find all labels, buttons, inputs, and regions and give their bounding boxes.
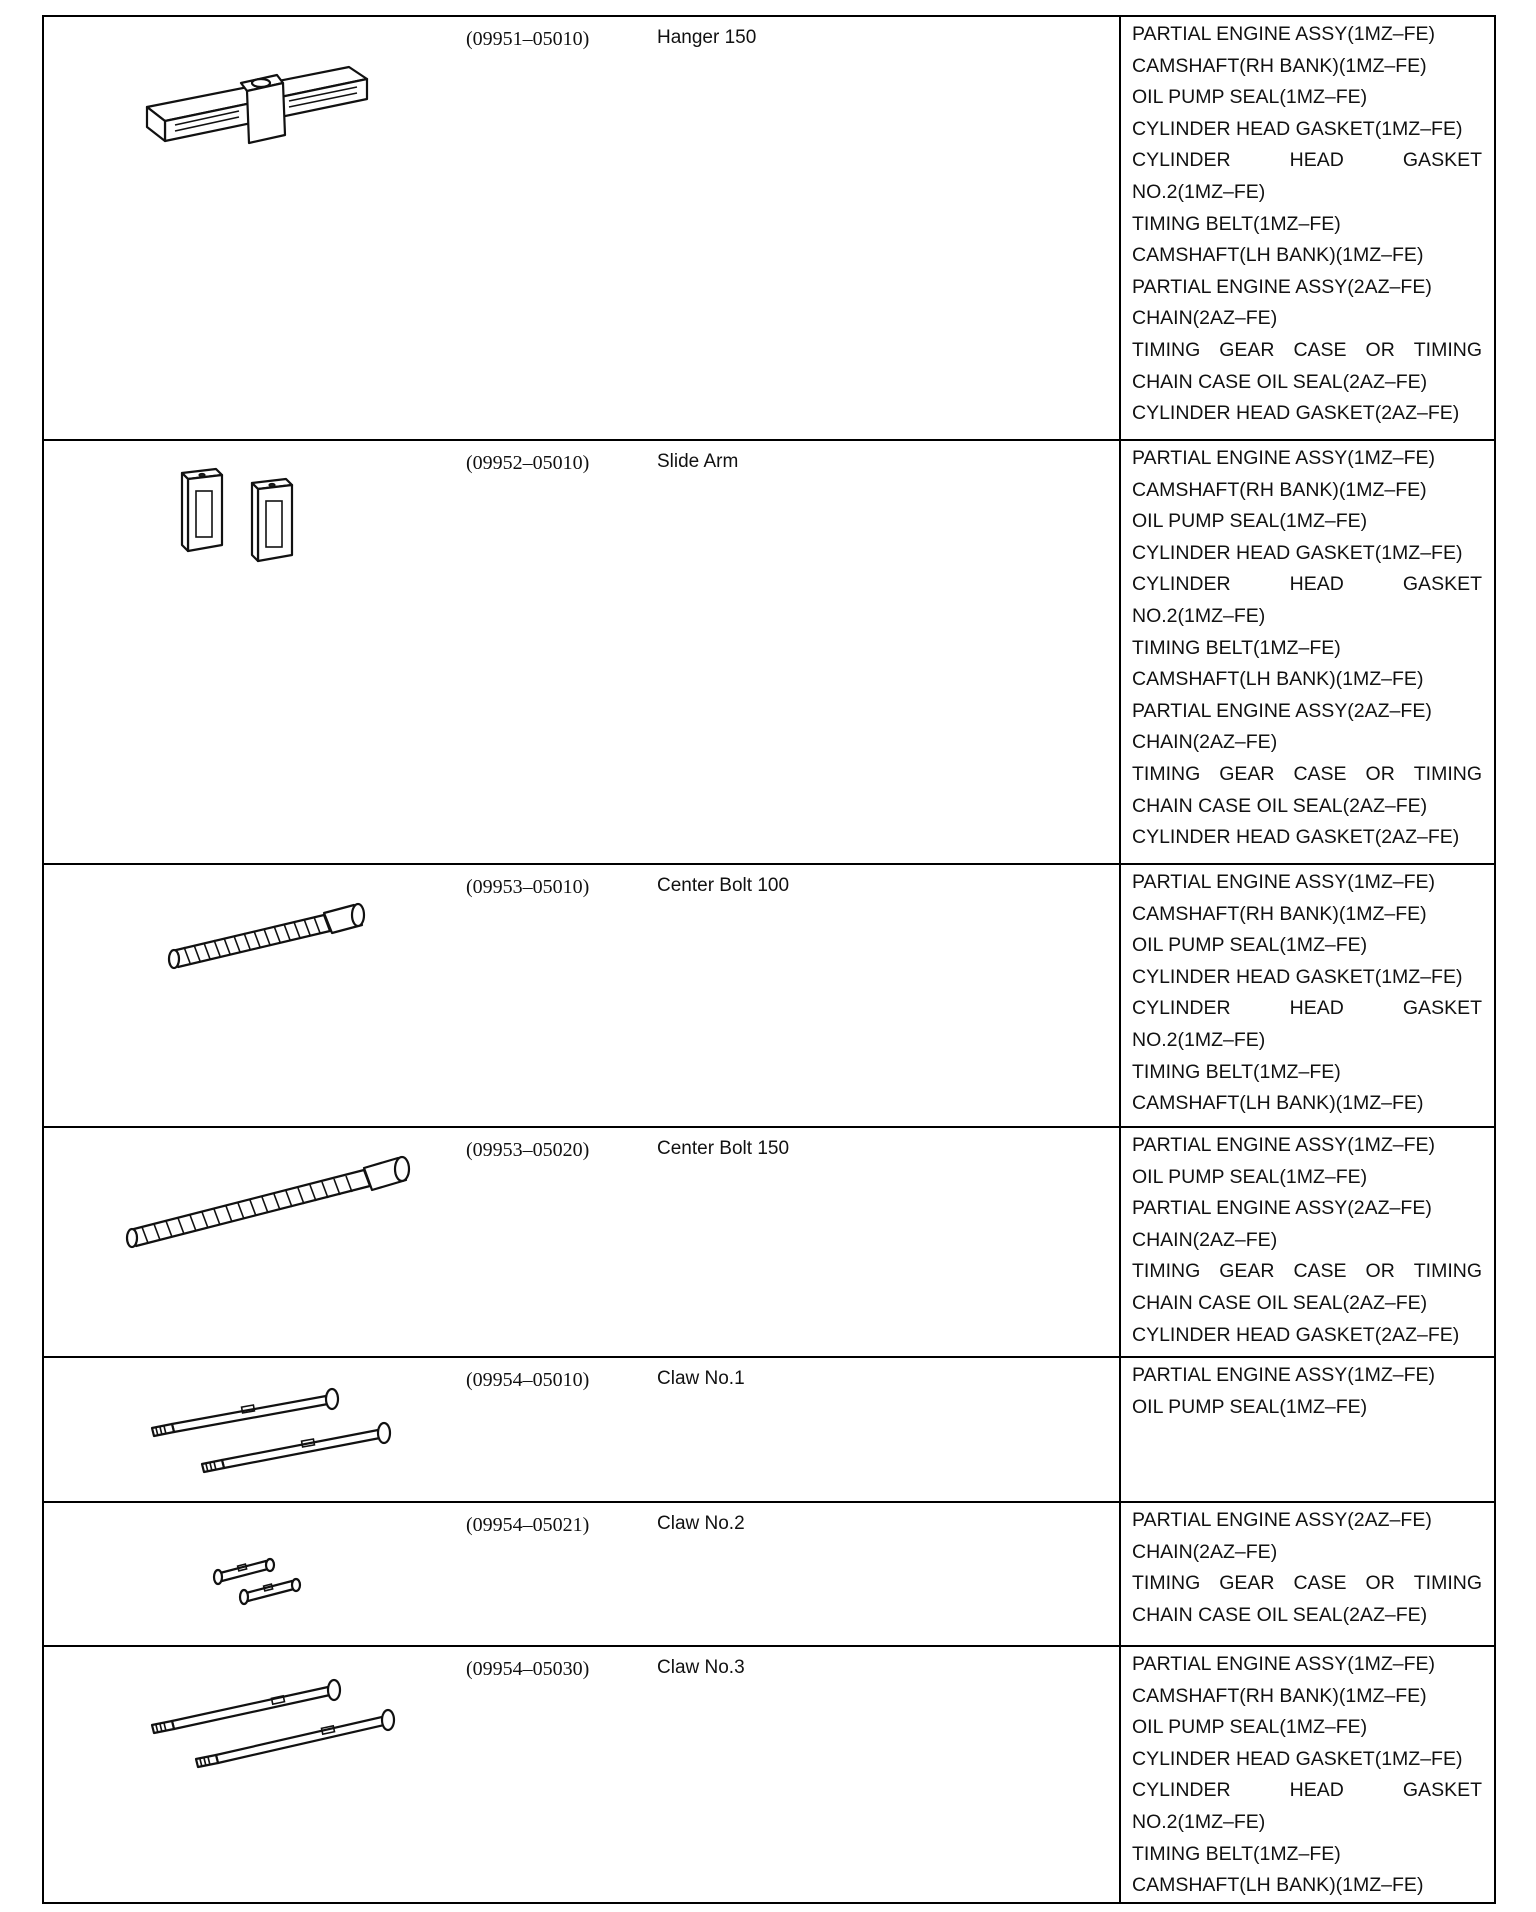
usage-item: NO.2(1MZ–FE) [1132, 1028, 1266, 1051]
usage-item: CYLINDER HEAD GASKET(1MZ–FE) [1132, 117, 1463, 140]
usage-item: CYLINDER HEAD GASKET(2AZ–FE) [1132, 826, 1460, 849]
tool-row [43, 1357, 1495, 1502]
usage-item: PARTIAL ENGINE ASSY(1MZ–FE) [1132, 23, 1436, 45]
usage-item: OIL PUMP SEAL(1MZ–FE) [1132, 510, 1368, 533]
usage-item: CHAIN CASE OIL SEAL(2AZ–FE) [1132, 370, 1428, 393]
usage-item: CHAIN CASE OIL SEAL(2AZ–FE) [1132, 1603, 1428, 1626]
usage-item: PARTIAL ENGINE ASSY(2AZ–FE) [1132, 699, 1432, 722]
usage-item: CYLINDER HEAD GASKET(1MZ–FE) [1132, 965, 1463, 988]
usage-list [1120, 864, 1495, 1127]
usage-item: OIL PUMP SEAL(1MZ–FE) [1132, 1165, 1368, 1188]
tool-name: Center Bolt 100 [649, 864, 1120, 1127]
usage-item: NO.2(1MZ–FE) [1132, 604, 1266, 627]
usage-list [1120, 1357, 1495, 1502]
usage-item: CAMSHAFT(RH BANK)(1MZ–FE) [1132, 54, 1427, 77]
usage-item: PARTIAL ENGINE ASSY(1MZ–FE) [1132, 871, 1436, 893]
usage-item: CHAIN(2AZ–FE) [1132, 1228, 1278, 1251]
part-number: (09951–05010) [439, 16, 649, 440]
usage-item: CYLINDER HEAD GASKET(1MZ–FE) [1132, 1747, 1463, 1770]
tool-row [43, 1502, 1495, 1646]
usage-item: OIL PUMP SEAL(1MZ–FE) [1132, 86, 1368, 109]
usage-item: TIMING GEAR CASE OR TIMING [1132, 1572, 1482, 1595]
usage-item: CAMSHAFT(LH BANK)(1MZ–FE) [1132, 668, 1424, 691]
part-number: (09954–05030) [439, 1646, 649, 1903]
usage-item: TIMING BELT(1MZ–FE) [1132, 1842, 1341, 1865]
tool-row [43, 1127, 1495, 1357]
usage-list [1120, 1646, 1495, 1903]
tool-row [43, 864, 1495, 1127]
usage-list [1120, 1127, 1495, 1357]
tool-illustration-cell [43, 440, 439, 864]
usage-item: TIMING BELT(1MZ–FE) [1132, 212, 1341, 235]
usage-item: NO.2(1MZ–FE) [1132, 180, 1266, 203]
usage-item: CHAIN CASE OIL SEAL(2AZ–FE) [1132, 1291, 1428, 1314]
tool-name: Claw No.1 [649, 1357, 1120, 1502]
usage-item: CHAIN(2AZ–FE) [1132, 731, 1278, 754]
tool-illustration-cell [43, 1357, 439, 1502]
usage-item: CHAIN(2AZ–FE) [1132, 307, 1278, 330]
tool-row [43, 1646, 1495, 1903]
tool-illustration-cell [43, 1127, 439, 1357]
part-number: (09954–05021) [439, 1502, 649, 1646]
usage-item: PARTIAL ENGINE ASSY(1MZ–FE) [1132, 1364, 1436, 1386]
usage-item: NO.2(1MZ–FE) [1132, 1810, 1266, 1833]
usage-item: PARTIAL ENGINE ASSY(2AZ–FE) [1132, 275, 1432, 298]
tool-name: Center Bolt 150 [649, 1127, 1120, 1357]
usage-item: OIL PUMP SEAL(1MZ–FE) [1132, 1716, 1368, 1739]
usage-item: CYLINDER HEAD GASKET [1132, 997, 1482, 1020]
usage-item: TIMING BELT(1MZ–FE) [1132, 1060, 1341, 1083]
usage-item: TIMING GEAR CASE OR TIMING [1132, 762, 1482, 785]
part-number: (09953–05020) [439, 1127, 649, 1357]
usage-list [1120, 440, 1495, 864]
usage-item: CYLINDER HEAD GASKET(2AZ–FE) [1132, 1323, 1460, 1346]
part-number: (09953–05010) [439, 864, 649, 1127]
usage-list [1120, 1502, 1495, 1646]
usage-item: PARTIAL ENGINE ASSY(1MZ–FE) [1132, 1134, 1436, 1156]
usage-item: CYLINDER HEAD GASKET [1132, 573, 1482, 596]
usage-item: PARTIAL ENGINE ASSY(2AZ–FE) [1132, 1197, 1432, 1220]
usage-item: TIMING BELT(1MZ–FE) [1132, 636, 1341, 659]
usage-item: CHAIN(2AZ–FE) [1132, 1540, 1278, 1563]
usage-item: CYLINDER HEAD GASKET [1132, 149, 1482, 172]
usage-item: OIL PUMP SEAL(1MZ–FE) [1132, 1395, 1368, 1418]
usage-item: OIL PUMP SEAL(1MZ–FE) [1132, 934, 1368, 957]
tool-illustration-cell [43, 1502, 439, 1646]
tool-row [43, 440, 1495, 864]
usage-item: CAMSHAFT(RH BANK)(1MZ–FE) [1132, 902, 1427, 925]
usage-item: TIMING GEAR CASE OR TIMING [1132, 338, 1482, 361]
usage-item: CHAIN CASE OIL SEAL(2AZ–FE) [1132, 794, 1428, 817]
usage-item: CYLINDER HEAD GASKET(1MZ–FE) [1132, 541, 1463, 564]
part-number: (09954–05010) [439, 1357, 649, 1502]
usage-item: PARTIAL ENGINE ASSY(2AZ–FE) [1132, 1509, 1432, 1531]
tool-name: Slide Arm [649, 440, 1120, 864]
usage-item: CAMSHAFT(LH BANK)(1MZ–FE) [1132, 1874, 1424, 1897]
tool-name: Hanger 150 [649, 16, 1120, 440]
usage-item: CAMSHAFT(RH BANK)(1MZ–FE) [1132, 1684, 1427, 1707]
tool-illustration-cell [43, 1646, 439, 1903]
tool-name: Claw No.2 [649, 1502, 1120, 1646]
tool-illustration-cell [43, 16, 439, 440]
usage-item: TIMING GEAR CASE OR TIMING [1132, 1260, 1482, 1283]
usage-item: PARTIAL ENGINE ASSY(1MZ–FE) [1132, 1653, 1436, 1675]
tool-name: Claw No.3 [649, 1646, 1120, 1903]
tool-illustration-cell [43, 864, 439, 1127]
part-number: (09952–05010) [439, 440, 649, 864]
usage-item: CAMSHAFT(RH BANK)(1MZ–FE) [1132, 478, 1427, 501]
usage-item: CAMSHAFT(LH BANK)(1MZ–FE) [1132, 244, 1424, 267]
usage-list [1120, 16, 1495, 440]
usage-item: CYLINDER HEAD GASKET(2AZ–FE) [1132, 402, 1460, 425]
usage-item: CAMSHAFT(LH BANK)(1MZ–FE) [1132, 1092, 1424, 1115]
usage-item: CYLINDER HEAD GASKET [1132, 1779, 1482, 1802]
special-service-tools-table [42, 15, 1496, 1904]
tool-row [43, 16, 1495, 440]
usage-item: PARTIAL ENGINE ASSY(1MZ–FE) [1132, 447, 1436, 469]
